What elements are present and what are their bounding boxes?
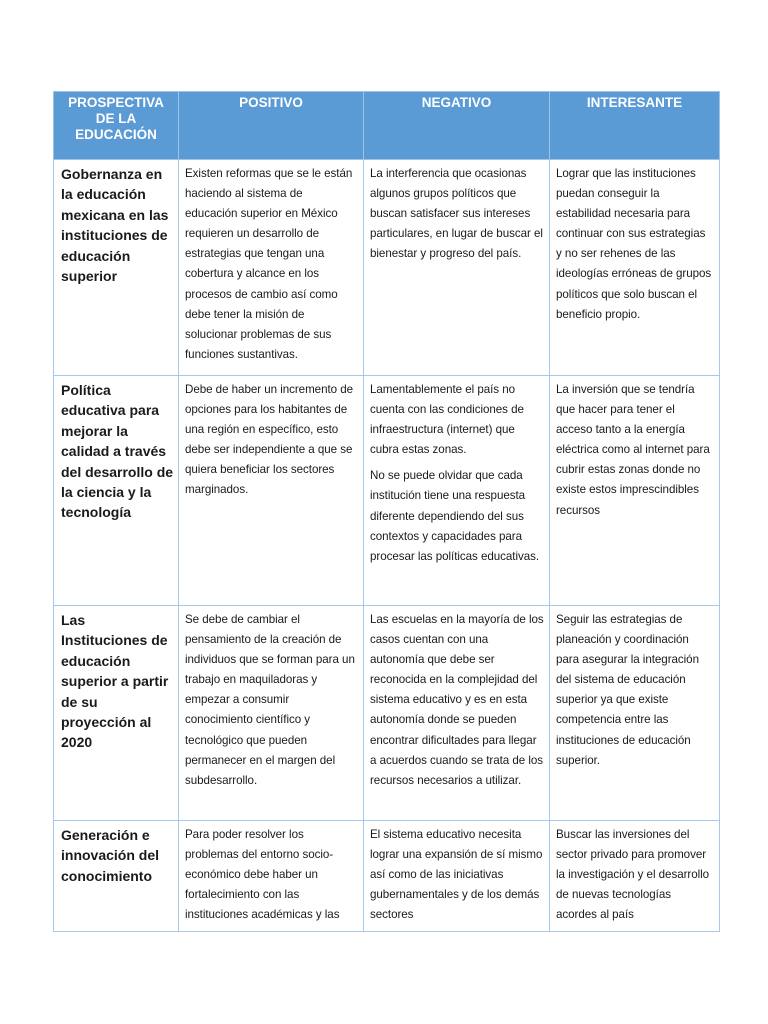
cell-text: Lograr que las instituciones puedan conseguir la estabilidad necesaria para continuar con sus estrategias y no ser rehenes de las ideologías erróneas de grupos políticos que solo buscan el beneficio propio. [556, 167, 712, 321]
table-row [54, 160, 720, 376]
header-positivo: POSITIVO [179, 92, 364, 160]
cell-text: Existen reformas que se le están haciendo al sistema de educación superior en México requieren un desarrollo de estrategias que tengan una cobertura y alcance en los procesos de cambio así como debe tener la misión de solucionar problemas de sus funciones sustantivas. [185, 167, 353, 361]
cell-text: Lamentablemente el país no cuenta con las condiciones de infraestructura (internet) que cubra estas zonas. [370, 383, 524, 457]
row-topic: Generación e innovación del conocimiento [54, 821, 179, 932]
row-topic: Las Instituciones de educación superior a partir de su proyección al 2020 [54, 606, 179, 821]
table-header [54, 92, 720, 160]
pni-table [53, 91, 720, 932]
cell-text: Se debe de cambiar el pensamiento de la creación de individuos que se forman para un trabajo en maquiladoras y empezar a consumir conocimiento científico y tecnológico que pueden permanecer en el margen del subdesarrollo. [185, 613, 355, 787]
cell-text: La inversión que se tendría que hacer para tener el acceso tanto a la energía eléctrica como al internet para cubrir estas zonas donde no existe estos imprescindibles recursos [556, 383, 710, 517]
cell-positivo [179, 821, 364, 932]
cell-positivo [179, 606, 364, 821]
header-row [54, 92, 720, 160]
table-row [54, 821, 720, 932]
row-topic: Política educativa para mejorar la calidad a través del desarrollo de la ciencia y la tecnología [54, 376, 179, 606]
cell-interesante [550, 376, 720, 606]
header-negativo: NEGATIVO [364, 92, 550, 160]
row-topic: Gobernanza en la educación mexicana en las instituciones de educación superior [54, 160, 179, 376]
header-prospectiva: PROSPECTIVA DE LA EDUCACIÓN [54, 92, 179, 160]
cell-interesante [550, 160, 720, 376]
cell-text: No se puede olvidar que cada institución tiene una respuesta diferente dependiendo del sus contextos y capacidades para procesar las políticas educativas. [370, 469, 540, 563]
cell-text: Buscar las inversiones del sector privado para promover la investigación y el desarrollo de nuevas tecnologías acordes al país [556, 828, 710, 922]
cell-negativo [364, 821, 550, 932]
cell-text: La interferencia que ocasionas algunos grupos políticos que buscan satisfacer sus intereses particulares, en lugar de buscar el bienestar y progreso del país. [370, 167, 543, 261]
cell-text: El sistema educativo necesita lograr una expansión de sí mismo así como de las iniciativas gubernamentales y de los demás sectores [370, 828, 543, 922]
cell-interesante [550, 821, 720, 932]
cell-text: Las escuelas en la mayoría de los casos cuentan con una autonomía que debe ser reconocida en la complejidad del sistema educativo y es en esta autonomía donde se pueden encontrar dificultades para llegar a acuerdos cuando se trata de los recursos necesarios a utilizar. [370, 613, 544, 787]
table-row [54, 376, 720, 606]
cell-interesante [550, 606, 720, 821]
cell-positivo [179, 376, 364, 606]
cell-text: Seguir las estrategias de planeación y coordinación para asegurar la integración del sistema de educación superior ya que existe competencia entre las instituciones de educación superior. [556, 613, 699, 767]
cell-text: Para poder resolver los problemas del entorno socio-económico debe haber un fortalecimiento con las instituciones académicas y las [185, 828, 340, 922]
cell-negativo [364, 160, 550, 376]
header-interesante: INTERESANTE [550, 92, 720, 160]
cell-positivo [179, 160, 364, 376]
cell-negativo [364, 376, 550, 606]
cell-text: Debe de haber un incremento de opciones para los habitantes de una región en específico, esto debe ser independiente a que se quiera beneficiar los sectores marginados. [185, 383, 354, 497]
cell-negativo [364, 606, 550, 821]
table-body [54, 160, 720, 932]
table-row [54, 606, 720, 821]
